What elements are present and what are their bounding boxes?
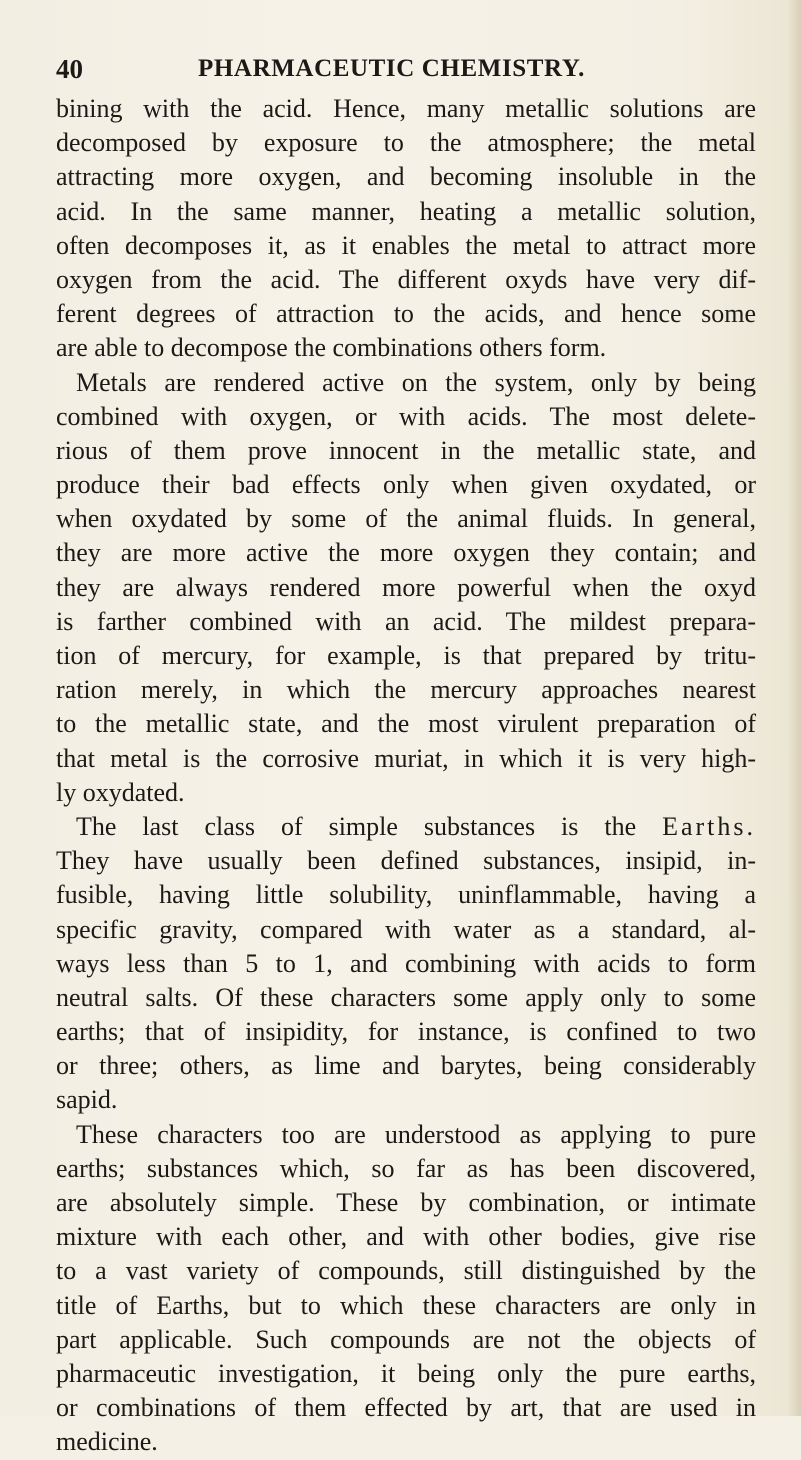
text-line-content: bining with the acid. Hence, many metallic solutions are: [56, 94, 756, 123]
text-line-content: oxygen from the acid. The different oxyds have very dif-: [56, 264, 756, 294]
text-line: [56, 981, 756, 1015]
text-line: [56, 92, 756, 126]
text-line-content: ration merely, in which the mercury approaches nearest: [56, 675, 756, 705]
text-line-content: decomposed by exposure to the atmosphere; the metal: [56, 128, 756, 158]
text-line-content: specific gravity, compared with water as a standard, al-: [56, 914, 756, 944]
text-line-content: earths; that of insipidity, for instance, is confined to two: [56, 1017, 756, 1047]
text-line-content: produce their bad effects only when given oxydated, or: [56, 470, 756, 500]
text-line-content: or combinations of them effected by art, that are used in: [56, 1393, 756, 1423]
running-title: PHARMACEUTIC CHEMISTRY.: [198, 55, 586, 82]
text-line: [56, 126, 756, 160]
text-line: [56, 160, 756, 194]
text-line: [56, 844, 756, 878]
text-line: [56, 502, 756, 536]
text-line: [56, 195, 756, 229]
text-line: [56, 639, 756, 673]
text-line: [56, 1425, 756, 1459]
text-line: [56, 366, 756, 400]
text-line-content: pharmaceutic investigation, it being only the pure earths,: [56, 1358, 756, 1388]
text-line: [56, 1254, 756, 1288]
text-line-content: ly oxydated.: [56, 777, 185, 807]
page-edge-shadow: [787, 0, 801, 1416]
text-line-content: that metal is the corrosive muriat, in which it is very high-: [56, 743, 756, 773]
body-text: [56, 92, 756, 1460]
text-line-content: tion of mercury, for example, is that prepared by tritu-: [56, 641, 756, 670]
text-line: [56, 434, 756, 468]
text-line: [56, 1118, 756, 1152]
text-line: [56, 468, 756, 502]
text-line-content: fusible, having little solubility, uninflammable, having a: [56, 880, 756, 910]
text-line-content: They have usually been defined substances, insipid, in-: [56, 846, 756, 876]
text-line-content: or three; others, as lime and barytes, being considerably: [56, 1051, 756, 1081]
text-line-content: ways less than 5 to 1, and combining with acids to form: [56, 948, 756, 978]
text-line-content: combined with oxygen, or with acids. The most delete-: [56, 401, 756, 431]
text-line-content: neutral salts. Of these characters some apply only to some: [56, 982, 756, 1012]
text-line-content: The last class of simple substances is the: [76, 811, 663, 841]
small-caps-term: Earths.: [662, 811, 756, 841]
text-line: [56, 400, 756, 434]
text-line-content: medicine.: [56, 1427, 158, 1457]
text-line: [56, 1015, 756, 1049]
text-line: [56, 1186, 756, 1220]
text-line: [56, 776, 756, 810]
text-line: [56, 1220, 756, 1254]
text-line: [56, 707, 756, 741]
text-line-content: title of Earths, but to which these characters are only in: [56, 1290, 756, 1320]
text-line: [56, 536, 756, 570]
text-line-content: ferent degrees of attraction to the acids, and hence some: [56, 299, 756, 329]
text-line: [56, 742, 756, 776]
text-line: [56, 605, 756, 639]
text-line: [56, 1391, 756, 1425]
text-line-content: part applicable. Such compounds are not the objects of: [56, 1324, 756, 1354]
text-line-content: are absolutely simple. These by combination, or intimate: [56, 1188, 756, 1217]
text-line: [56, 673, 756, 707]
page-number: 40: [56, 54, 83, 84]
text-line: [56, 571, 756, 605]
text-line-content: they are always rendered more powerful when the oxyd: [56, 572, 756, 602]
text-line-content: attracting more oxygen, and becoming insoluble in the: [56, 162, 756, 192]
text-line-content: to the metallic state, and the most virulent preparation of: [56, 709, 756, 739]
text-line-content: sapid.: [56, 1085, 118, 1115]
text-line: [56, 1049, 756, 1083]
text-line: [56, 331, 756, 365]
text-line: [56, 878, 756, 912]
text-line-content: to a vast variety of compounds, still distinguished by the: [56, 1256, 756, 1286]
text-line: [56, 1357, 756, 1391]
text-line: [56, 1323, 756, 1357]
text-line-content: acid. In the same manner, heating a metallic solution,: [56, 196, 756, 226]
text-line-content: when oxydated by some of the animal fluids. In general,: [56, 504, 756, 534]
text-line: [56, 1083, 756, 1117]
text-line-content: rious of them prove innocent in the metallic state, and: [56, 435, 756, 465]
text-line-content: Metals are rendered active on the system, only by being: [76, 367, 756, 397]
text-line: [56, 913, 756, 947]
page-header: [56, 52, 756, 86]
text-line-content: is farther combined with an acid. The mildest prepara-: [56, 606, 756, 636]
text-line: [56, 1152, 756, 1186]
text-line: [56, 1289, 756, 1323]
text-line-content: These characters too are understood as applying to pure: [76, 1119, 756, 1149]
text-line-content: are able to decompose the combinations others form.: [56, 333, 607, 363]
text-line: [56, 947, 756, 981]
text-line-content: earths; substances which, so far as has been discovered,: [56, 1153, 756, 1183]
text-line: [56, 810, 756, 844]
text-line-content: they are more active the more oxygen they contain; and: [56, 538, 756, 568]
text-line-content: often decomposes it, as it enables the metal to attract more: [56, 230, 756, 260]
text-line-content: mixture with each other, and with other bodies, give rise: [56, 1222, 756, 1252]
text-line: [56, 297, 756, 331]
text-line: [56, 263, 756, 297]
text-line: [56, 229, 756, 263]
